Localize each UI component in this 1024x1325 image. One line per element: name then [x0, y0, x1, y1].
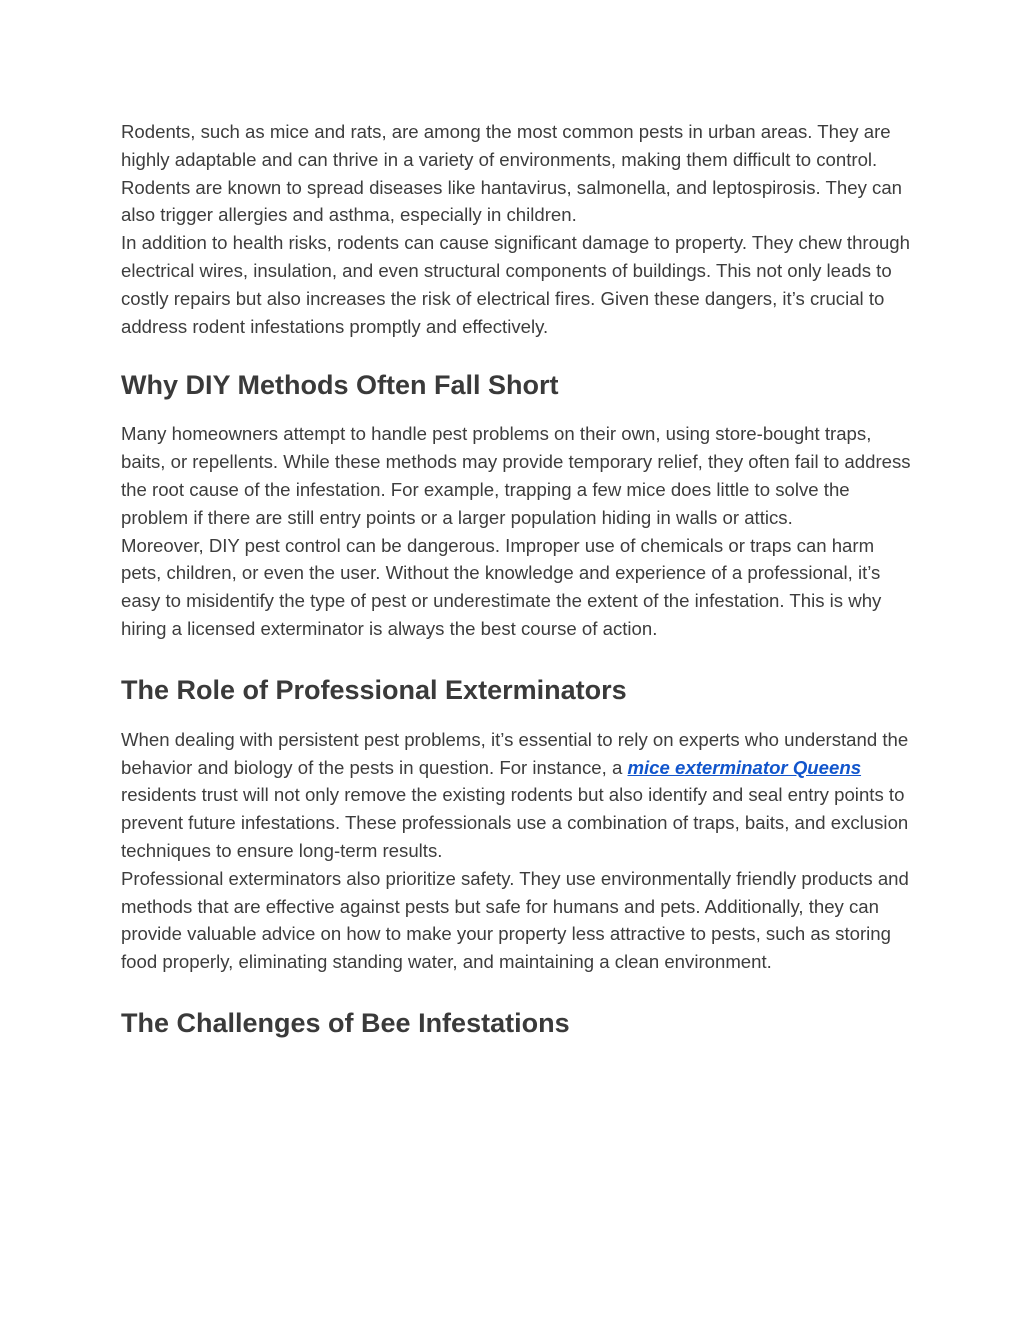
- professional-text-after-link: residents trust will not only remove the existing rodents but also identify and seal entry points to prevent future infestations. These professionals use a combination of traps, baits, and exclusion techniques to ensure long-term results.: [121, 784, 909, 861]
- professional-text-before-link: When dealing with persistent pest problems, it’s essential to rely on experts who understand the behavior and biology of the pests in question. For instance, a: [121, 728, 909, 778]
- document-page: [121, 118, 911, 1040]
- intro-paragraph-2: In addition to health risks, rodents can cause significant damage to property. They chew through electrical wires, insulation, and even structural components of buildings. This not only leads to costly repairs but also increases the risk of electrical fires. Given these dangers, it’s crucial to address rodent infestations promptly and effectively.: [121, 232, 910, 337]
- heading-diy-methods: Why DIY Methods Often Fall Short: [121, 370, 559, 401]
- professional-paragraph-2: Professional exterminators also prioritize safety. They use environmentally friendly products and methods that are effective against pests but safe for humans and pets. Additionally, they can provide valuable advice on how to make your property less attractive to pests, such as storing food properly, eliminating standing water, and maintaining a clean environment.: [121, 867, 909, 973]
- diy-paragraph-1: Many homeowners attempt to handle pest problems on their own, using store-bought traps, baits, or repellents. While these methods may provide temporary relief, they often fail to address the root cause of the infestation. For example, trapping a few mice does little to solve the problem if there are still entry points or a larger population hiding in walls or attics.: [121, 423, 911, 528]
- professional-paragraph-1: [121, 726, 911, 865]
- intro-paragraph-1: Rodents, such as mice and rats, are among the most common pests in urban areas. They are highly adaptable and can thrive in a variety of environments, making them difficult to control. Rodents are known to spread diseases like hantavirus, salmonella, and leptospirosis. They can also trigger allergies and asthma, especially in children.: [121, 121, 903, 226]
- mice-exterminator-link[interactable]: mice exterminator Queens: [627, 756, 862, 778]
- heading-professional-exterminators: The Role of Professional Exterminators: [121, 674, 627, 705]
- heading-bee-infestations: The Challenges of Bee Infestations: [121, 1007, 570, 1038]
- diy-paragraph-2: Moreover, DIY pest control can be dangerous. Improper use of chemicals or traps can harm pets, children, or even the user. Without the knowledge and experience of a professional, it’s easy to misidentify the type of pest or underestimate the extent of the infestation. This is why hiring a licensed exterminator is always the best course of action.: [121, 534, 882, 639]
